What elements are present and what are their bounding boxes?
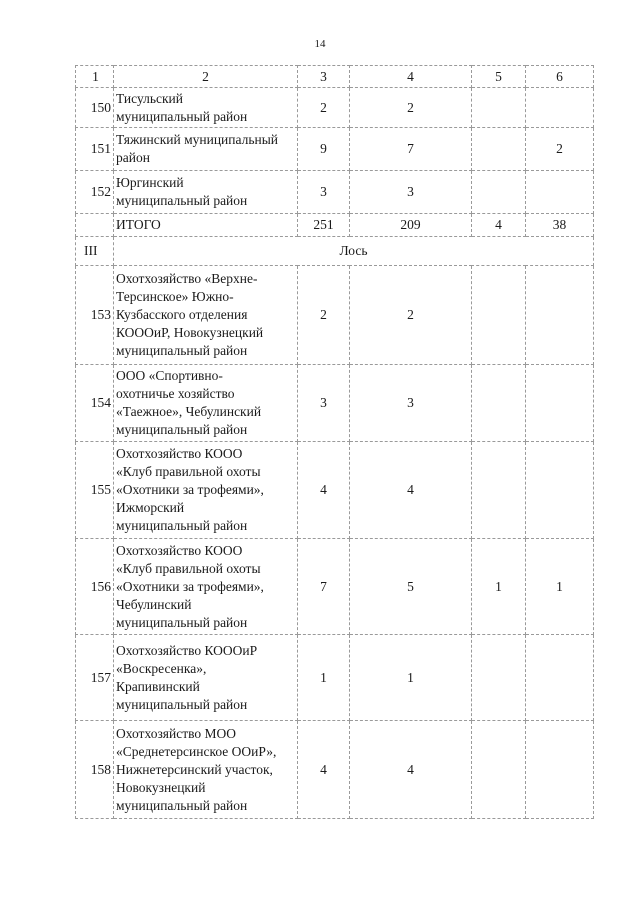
- table-row: [76, 365, 594, 442]
- total-label: ИТОГО: [114, 214, 298, 237]
- row-col-4: 7: [350, 128, 472, 171]
- row-col-3: 4: [298, 442, 350, 539]
- row-col-3: 9: [298, 128, 350, 171]
- total-col-3: 251: [298, 214, 350, 237]
- table-row: [76, 721, 594, 819]
- row-col-5: [472, 442, 526, 539]
- header-col-6: 6: [526, 66, 594, 88]
- row-number: 150: [76, 88, 114, 128]
- row-number: 156: [76, 539, 114, 635]
- section-row: [76, 237, 594, 266]
- row-name: [114, 539, 298, 635]
- row-number: 158: [76, 721, 114, 819]
- row-col-5: 1: [472, 539, 526, 635]
- row-number: 152: [76, 171, 114, 214]
- row-col-6: [526, 365, 594, 442]
- row-name: [114, 442, 298, 539]
- header-col-2: 2: [114, 66, 298, 88]
- row-name: [114, 171, 298, 214]
- row-col-4: 1: [350, 635, 472, 721]
- row-name: [114, 635, 298, 721]
- row-name-text: Охотхозяйство МОО «Среднетерсинское ООиР», Нижнетерсинский участок, Новокузнецкий муниципальный район: [116, 725, 277, 813]
- row-name-text: Охотхозяйство «Верхне- Терсинское» Южно- Кузбасского отделения КОООиР, Новокузнецкий муниципальный район: [116, 271, 264, 358]
- row-col-4: 5: [350, 539, 472, 635]
- row-name-text: Охотхозяйство КООО «Клуб правильной охоты «Охотники за трофеями», Ижморский муниципальный район: [116, 446, 264, 533]
- row-col-4: 3: [350, 365, 472, 442]
- row-name: [114, 88, 298, 128]
- row-col-5: [472, 721, 526, 819]
- total-row: [76, 214, 594, 237]
- row-name-text: Тисульский муниципальный район: [116, 90, 248, 124]
- row-col-6: [526, 721, 594, 819]
- row-col-3: 7: [298, 539, 350, 635]
- total-col-6: 38: [526, 214, 594, 237]
- table-row: [76, 171, 594, 214]
- table-header-row: [76, 66, 594, 88]
- row-col-5: [472, 365, 526, 442]
- row-col-4: 2: [350, 266, 472, 365]
- total-col-5: 4: [472, 214, 526, 237]
- row-col-6: [526, 266, 594, 365]
- row-col-5: [472, 171, 526, 214]
- row-col-4: 3: [350, 171, 472, 214]
- row-name: [114, 128, 298, 171]
- row-name-text: Юргинский муниципальный район: [116, 175, 248, 208]
- total-col-4: 209: [350, 214, 472, 237]
- table-row: [76, 266, 594, 365]
- table-row: [76, 88, 594, 128]
- row-col-5: [472, 635, 526, 721]
- header-col-4: 4: [350, 66, 472, 88]
- row-name: [114, 721, 298, 819]
- row-number: 154: [76, 365, 114, 442]
- row-name: [114, 266, 298, 365]
- row-name-text: Тяжинский муниципальный район: [116, 132, 279, 165]
- header-col-5: 5: [472, 66, 526, 88]
- row-name-text: Охотхозяйство КОООиР «Воскресенка», Крапивинский муниципальный район: [116, 642, 258, 712]
- hunting-quota-table: [75, 65, 594, 819]
- row-col-6: [526, 171, 594, 214]
- row-number: 155: [76, 442, 114, 539]
- row-col-5: [472, 266, 526, 365]
- row-name-text: Охотхозяйство КООО «Клуб правильной охоты «Охотники за трофеями», Чебулинский муниципальный район: [116, 542, 264, 630]
- row-col-6: [526, 635, 594, 721]
- row-col-6: [526, 88, 594, 128]
- row-col-6: 2: [526, 128, 594, 171]
- table-row: [76, 128, 594, 171]
- total-row-number: [76, 214, 114, 237]
- table-row: [76, 442, 594, 539]
- row-col-3: 3: [298, 171, 350, 214]
- row-col-5: [472, 88, 526, 128]
- row-col-3: 4: [298, 721, 350, 819]
- row-number: 153: [76, 266, 114, 365]
- table-row: [76, 539, 594, 635]
- header-col-3: 3: [298, 66, 350, 88]
- page-number: 14: [314, 38, 326, 50]
- table-row: [76, 635, 594, 721]
- row-col-3: 3: [298, 365, 350, 442]
- row-col-3: 2: [298, 266, 350, 365]
- row-col-6: [526, 442, 594, 539]
- row-name: [114, 365, 298, 442]
- section-number: III: [76, 237, 114, 266]
- section-title: Лось: [114, 237, 594, 266]
- row-col-6: 1: [526, 539, 594, 635]
- row-name-text: ООО «Спортивно- охотничье хозяйство «Таежное», Чебулинский муниципальный район: [116, 368, 262, 437]
- row-col-4: 4: [350, 721, 472, 819]
- row-col-3: 2: [298, 88, 350, 128]
- row-number: 157: [76, 635, 114, 721]
- row-col-4: 2: [350, 88, 472, 128]
- row-col-3: 1: [298, 635, 350, 721]
- row-col-4: 4: [350, 442, 472, 539]
- header-col-1: 1: [76, 66, 114, 88]
- row-number: 151: [76, 128, 114, 171]
- row-col-5: [472, 128, 526, 171]
